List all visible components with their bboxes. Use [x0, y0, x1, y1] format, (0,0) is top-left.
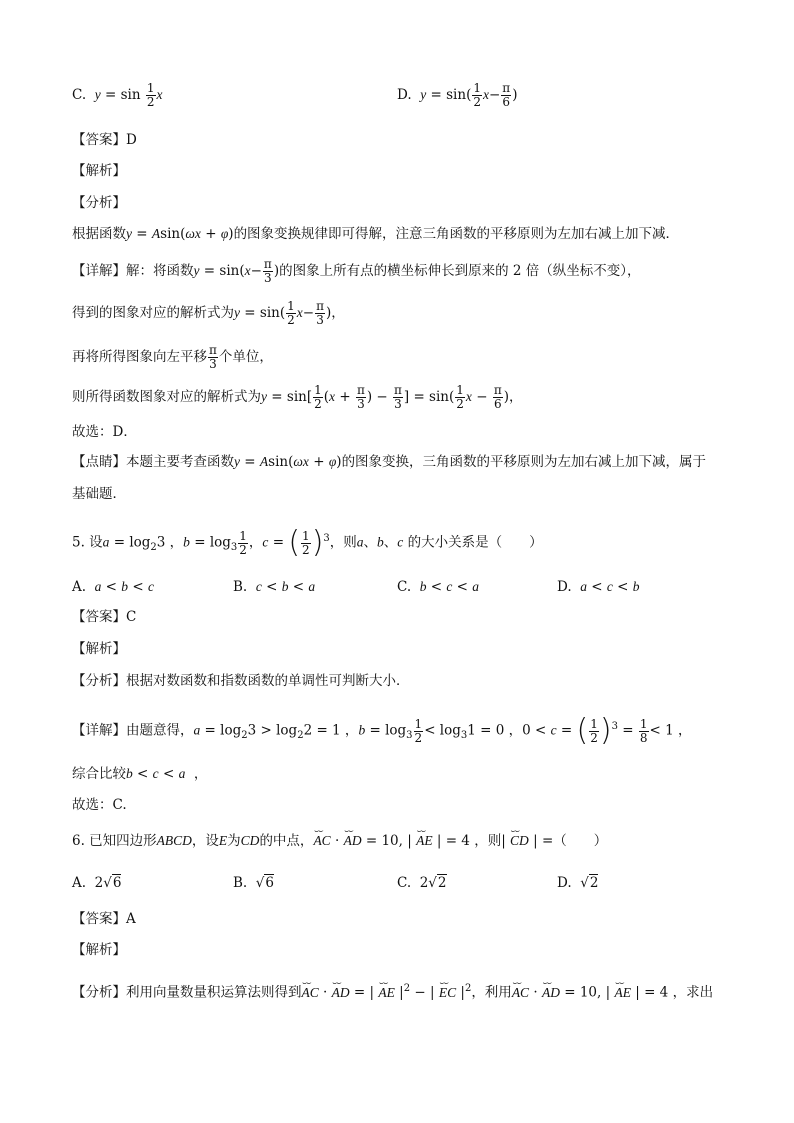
xiangjie-line3: 再将所得图象向左平移 $\frac{\pi}{3}$ 个单位，: [72, 343, 273, 371]
option-c: C. y = sin $\frac{1}{2}$ x: [72, 81, 163, 109]
xiangjie-text: 【详解】解：将函数y = sin(x− $\frac{\pi}{3}$ )的图象上所有点的横坐标伸长到原来的 2 倍（纵坐标不变），: [72, 257, 641, 285]
q5-option-a: A. a < b < c: [72, 579, 154, 595]
q5-xiangjie: 【详解】由题意得，$a = \log_23 > \log_22 = 1$ ，$b = \log_3$ $\frac{1}{2}$ < $\log_31 = 0$ ，0 < c = ( $\frac{1}{2}$ )$^3$ = $\frac{1}{8}$ < 1 ，: [72, 713, 692, 748]
q6-option-a: A. 2√6: [72, 875, 122, 891]
q6-option-c: C. 2√2: [397, 875, 447, 891]
q5-stem: 5. 设$a = \log_23$ ，$b = \log_3$ $\frac{1}{2}$ ，c = ( $\frac{1}{2}$ )$^3$，则a、b、c 的大小关系是（ ）: [72, 525, 543, 560]
analysis-label: 【解析】: [72, 163, 126, 179]
q5-option-d: D. a < c < b: [557, 579, 640, 595]
option-d: D. y = sin( $\frac{1}{2}$ x− $\frac{\pi}{6}$ ): [397, 81, 518, 109]
q5-choice: 故选：C.: [72, 797, 127, 813]
q5-compare: 综合比较b < c < a ，: [72, 766, 208, 782]
q6-fenxi: 【分析】利用向量数量积运算法则得到⌣⌣ AC · ⌣⌣ AD = | ⌣⌣ AE $|^2$ − | ⌣⌣ EC $|^2$，利用⌣⌣ AC · ⌣⌣ AD = 10, | ⌣⌣ AE | = 4 ，求出: [72, 979, 713, 1003]
dianjing-text-2: 基础题．: [72, 486, 126, 502]
q6-analysis-label: 【解析】: [72, 942, 126, 958]
dianjing-text: 【点睛】本题主要考查函数y = Asin(ωx + φ)的图象变换，三角函数的平移原则为左加右减上加下减，属于: [72, 454, 707, 470]
answer-label: 【答案】D: [72, 132, 137, 148]
xiangjie-line2: 得到的图象对应的解析式为y = sin( $\frac{1}{2}$ x− $\frac{\pi}{3}$ )，: [72, 299, 345, 327]
q6-stem: 6. 已知四边形ABCD，设E为CD的中点，⌣⌣ AC · ⌣⌣ AD = 10, | ⌣⌣ AE | = 4 ，则| ⌣⌣ CD | =（ ）: [72, 831, 607, 851]
fenxi-text: 根据函数y = Asin(ωx + φ)的图象变换规律即可得解，注意三角函数的平移原则为左加右减上加下减．: [72, 226, 680, 242]
fenxi-label: 【分析】: [72, 195, 126, 211]
q4-choice: 故选：D．: [72, 424, 137, 440]
q5-option-c: C. b < c < a: [397, 579, 480, 595]
q5-option-b: B. c < b < a: [233, 579, 316, 595]
q6-answer: 【答案】A: [72, 911, 136, 927]
q5-fenxi: 【分析】根据对数函数和指数函数的单调性可判断大小．: [72, 673, 410, 689]
xiangjie-line4: 则所得函数图象对应的解析式为y = sin[ $\frac{1}{2}$ (x + $\frac{\pi}{3}$ ) − $\frac{\pi}{3}$ ] = sin( $\frac{1}{2}$ x − $\frac{\pi}{6}$ )，: [72, 383, 523, 411]
q5-analysis-label: 【解析】: [72, 641, 126, 657]
q6-option-b: B. √6: [233, 875, 274, 891]
q5-answer: 【答案】C: [72, 609, 137, 625]
q6-option-d: D. √2: [557, 875, 599, 891]
